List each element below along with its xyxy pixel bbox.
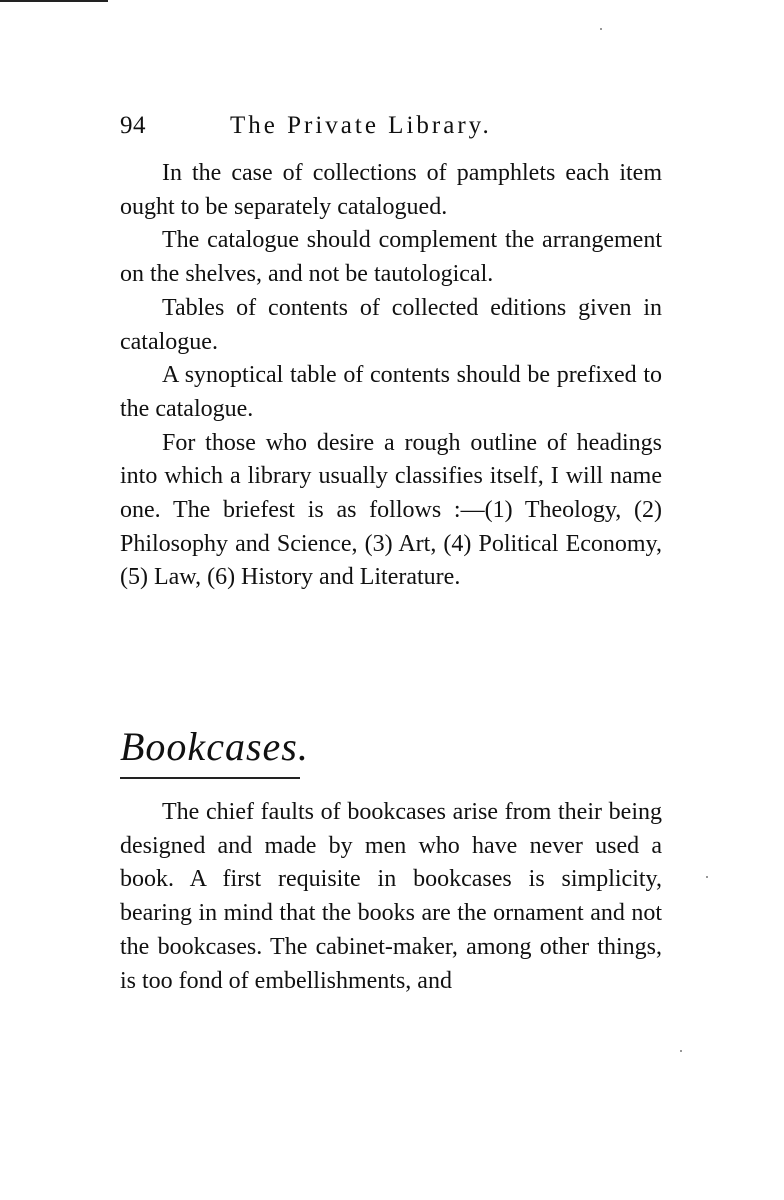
scan-speck [706, 876, 708, 878]
scan-edge-rule [0, 0, 108, 2]
paragraph: The chief faults of bookcases arise from their being designed and made by men who have never used a book. A first requisite in bookcases is simplicity, bearing in mind that the books are the ornament and not the bookcases. The cabinet-maker, among other things, is too fond of embellishments, and [120, 799, 662, 994]
paragraph: Tables of contents of collected editions given in catalogue. [120, 294, 662, 355]
page-number: 94 [120, 112, 146, 139]
scan-speck [600, 28, 602, 30]
paragraph: A synoptical table of contents should be prefixed to the catalogue. [120, 362, 662, 422]
page-header [120, 112, 662, 146]
paragraph: In the case of collections of pamphlets each item ought to be separately catalogued. [120, 160, 662, 220]
running-title: The Private Library. [230, 112, 492, 139]
paragraph: For those who desire a rough outline of headings into which a library usually classifies itself, I will name one. The briefest is as follows :—(1) Theology, (2) Philosophy and Science, (3) Art, (4) Political Economy, (5) Law, (6) History and Literature. [120, 429, 662, 591]
heading-underline [120, 777, 300, 779]
scan-speck [680, 1050, 682, 1052]
section-heading: Bookcases. [120, 724, 309, 769]
paragraph: The catalogue should complement the arrangement on the shelves, and not be tautological. [120, 227, 662, 288]
body-text-top [120, 157, 662, 595]
body-text-bottom [120, 796, 662, 998]
